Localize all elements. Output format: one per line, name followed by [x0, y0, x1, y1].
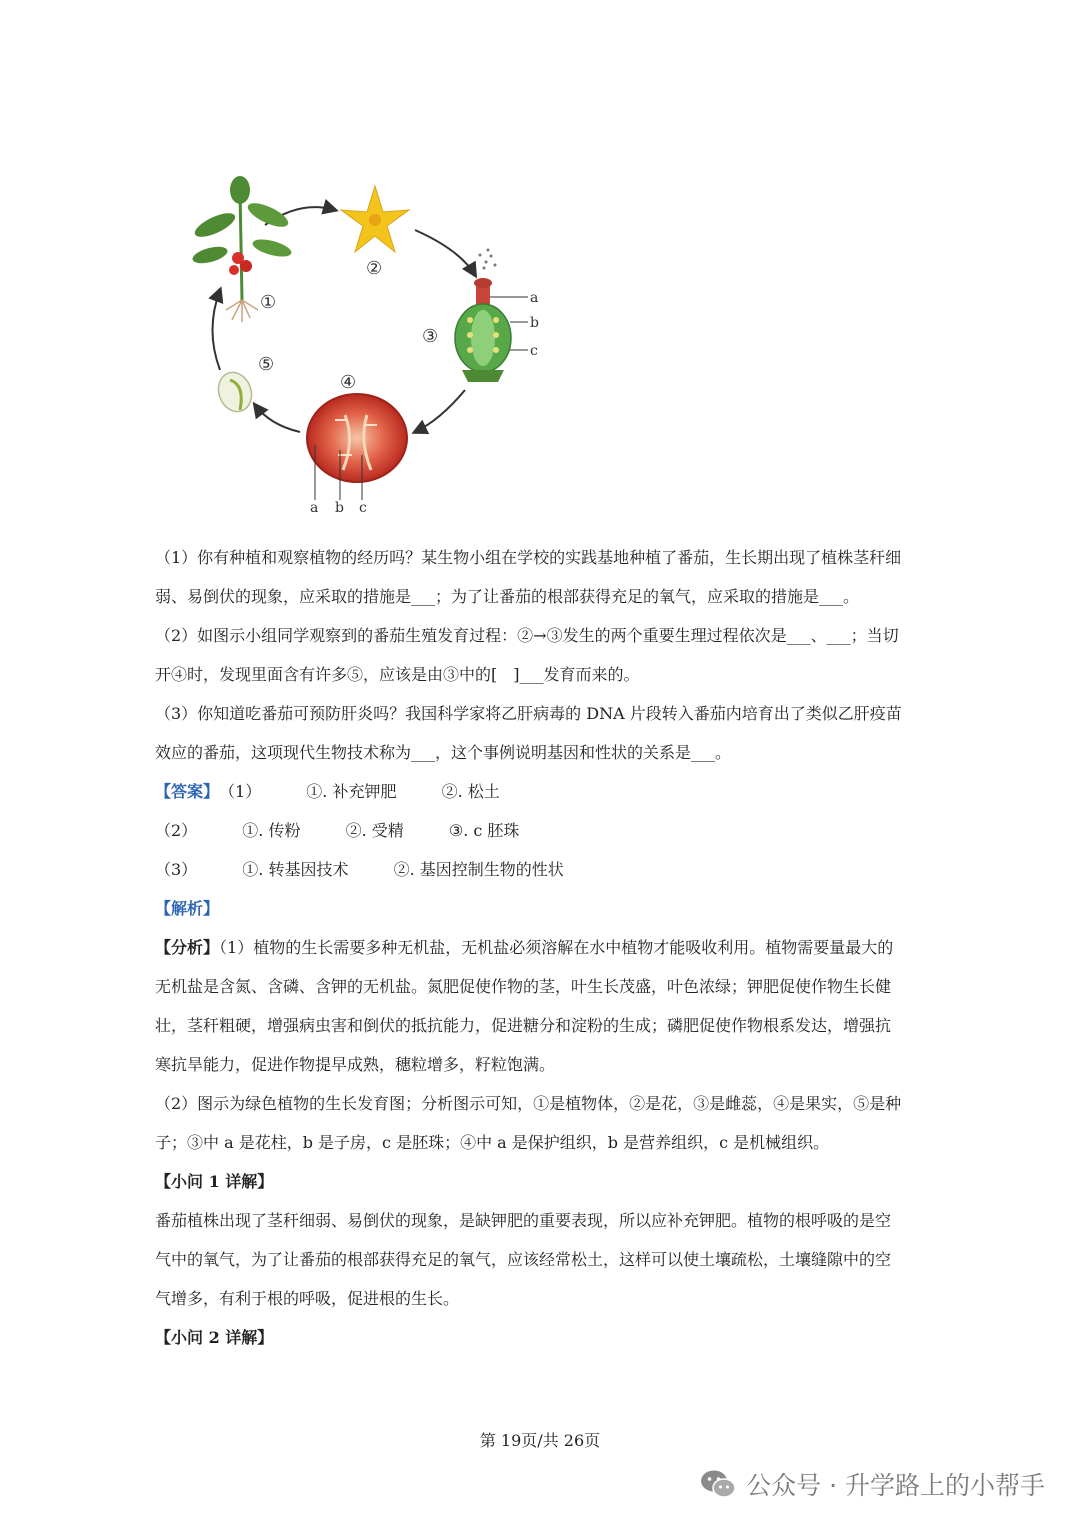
tomato-life-cycle-diagram — [170, 170, 570, 520]
tomato-fruit-cross-section — [307, 394, 407, 500]
question-3-line-1: （3）你知道吃番茄可预防肝炎吗？我国科学家将乙肝病毒的 DNA 片段转入番茄内培育出了类似乙肝疫苗 — [155, 704, 902, 723]
answer-2-part-3: ③. c 胚珠 — [448, 821, 520, 840]
arrow-2-to-3 — [415, 230, 475, 275]
answer-tag: 【答案】 — [155, 782, 220, 801]
analysis-p1-line-2: 无机盐是含氮、含磷、含钾的无机盐。氮肥促使作物的茎，叶生长茂盛，叶色浓绿；钾肥促使作物生长健 — [155, 977, 892, 996]
arrow-3-to-4 — [415, 390, 465, 432]
answer-1-part-1: ①. 补充钾肥 — [306, 782, 397, 801]
germinating-seed — [213, 368, 257, 417]
analysis-p1-line-3: 壮，茎秆粗硬，增强病虫害和倒伏的抵抗能力，促进糖分和淀粉的生成；磷肥促使作物根系发达，增强抗 — [155, 1016, 892, 1035]
question-1-line-1: （1）你有种植和观察植物的经历吗？某生物小组在学校的实践基地种植了番茄，生长期出现了植株茎秆细 — [155, 548, 902, 567]
watermark-text: 公众号 · 升学路上的小帮手 — [746, 1471, 1045, 1500]
fenxi-tag: 【分析】 — [155, 938, 220, 957]
answer-2-number: （2） — [155, 821, 198, 840]
pistil-illustration — [455, 278, 528, 382]
answer-row-2 — [155, 811, 970, 850]
stage-label-2: ② — [366, 258, 383, 279]
tomato-plant — [191, 176, 293, 322]
analysis-tag: 【解析】 — [155, 899, 220, 918]
sub-question-2-tag: 【小问 2 详解】 — [155, 1328, 274, 1347]
sub-question-1-line-3: 气增多，有利于根的呼吸，促进根的生长。 — [155, 1289, 460, 1308]
wechat-icon — [700, 1469, 736, 1499]
analysis-p2-line-1: （2）图示为绿色植物的生长发育图；分析图示可知，①是植物体，②是花，③是雌蕊，④是果实，⑤是种 — [155, 1094, 902, 1113]
question-1-line-2: 弱、易倒伏的现象，应采取的措施是___；为了让番茄的根部获得充足的氧气，应采取的措施是___。 — [155, 587, 860, 606]
watermark — [700, 1462, 1045, 1506]
analysis-p1-line-4: 寒抗旱能力，促进作物提早成熟，穗粒增多，籽粒饱满。 — [155, 1055, 556, 1074]
sub-question-1-line-2: 气中的氧气，为了让番茄的根部获得充足的氧气，应该经常松土，这样可以使土壤疏松，土壤缝隙中的空 — [155, 1250, 892, 1269]
question-2-line-2: 开④时，发现里面含有许多⑤，应该是由③中的[ ]___发育而来的。 — [155, 665, 640, 684]
answer-3-part-2: ②. 基因控制生物的性状 — [393, 860, 564, 879]
stage-label-3: ③ — [422, 326, 439, 347]
analysis-p1-line-1 — [155, 928, 970, 967]
page-number: 第 19页/共 26页 — [479, 1431, 601, 1450]
stage-label-4: ④ — [340, 372, 357, 393]
answer-1-part-2: ②. 松土 — [441, 782, 500, 801]
analysis-p2-line-2: 子；③中 a 是花柱，b 是子房，c 是胚珠；④中 a 是保护组织，b 是营养组织，c 是机械组织。 — [155, 1133, 830, 1152]
pistil-label-b: b — [530, 315, 539, 331]
pistil-label-c: c — [530, 343, 538, 359]
stage-label-5: ⑤ — [258, 354, 275, 375]
arrow-5-to-1 — [213, 290, 221, 370]
pollen-grains — [479, 249, 497, 270]
answer-row-3 — [155, 850, 970, 889]
fruit-label-a: a — [310, 500, 319, 516]
question-2-line-1: （2）如图示小组同学观察到的番茄生殖发育过程：②→③发生的两个重要生理过程依次是___、___；当切 — [155, 626, 899, 645]
stage-label-1: ① — [260, 292, 277, 313]
answer-1-number: （1） — [219, 782, 262, 801]
tomato-flower — [341, 186, 409, 252]
answer-3-part-1: ①. 转基因技术 — [242, 860, 349, 879]
sub-question-1-line-1: 番茄植株出现了茎秆细弱、易倒伏的现象，是缺钾肥的重要表现，所以应补充钾肥。植物的根呼吸的是空 — [155, 1211, 892, 1230]
arrow-4-to-5 — [255, 405, 300, 432]
answer-row-1 — [155, 772, 970, 811]
answer-3-number: （3） — [155, 860, 198, 879]
answer-2-part-1: ①. 传粉 — [242, 821, 301, 840]
analysis-p1-line-1-text: （1）植物的生长需要多种无机盐，无机盐必须溶解在水中植物才能吸收利用。植物需要量最大的 — [219, 938, 894, 957]
fruit-label-c: c — [359, 500, 367, 516]
question-3-line-2: 效应的番茄，这项现代生物技术称为___，这个事例说明基因和性状的关系是___。 — [155, 743, 732, 762]
sub-question-1-tag: 【小问 1 详解】 — [155, 1172, 274, 1191]
fruit-label-b: b — [335, 500, 344, 516]
answer-2-part-2: ②. 受精 — [345, 821, 404, 840]
document-body — [155, 538, 970, 1357]
pistil-label-a: a — [530, 290, 539, 306]
